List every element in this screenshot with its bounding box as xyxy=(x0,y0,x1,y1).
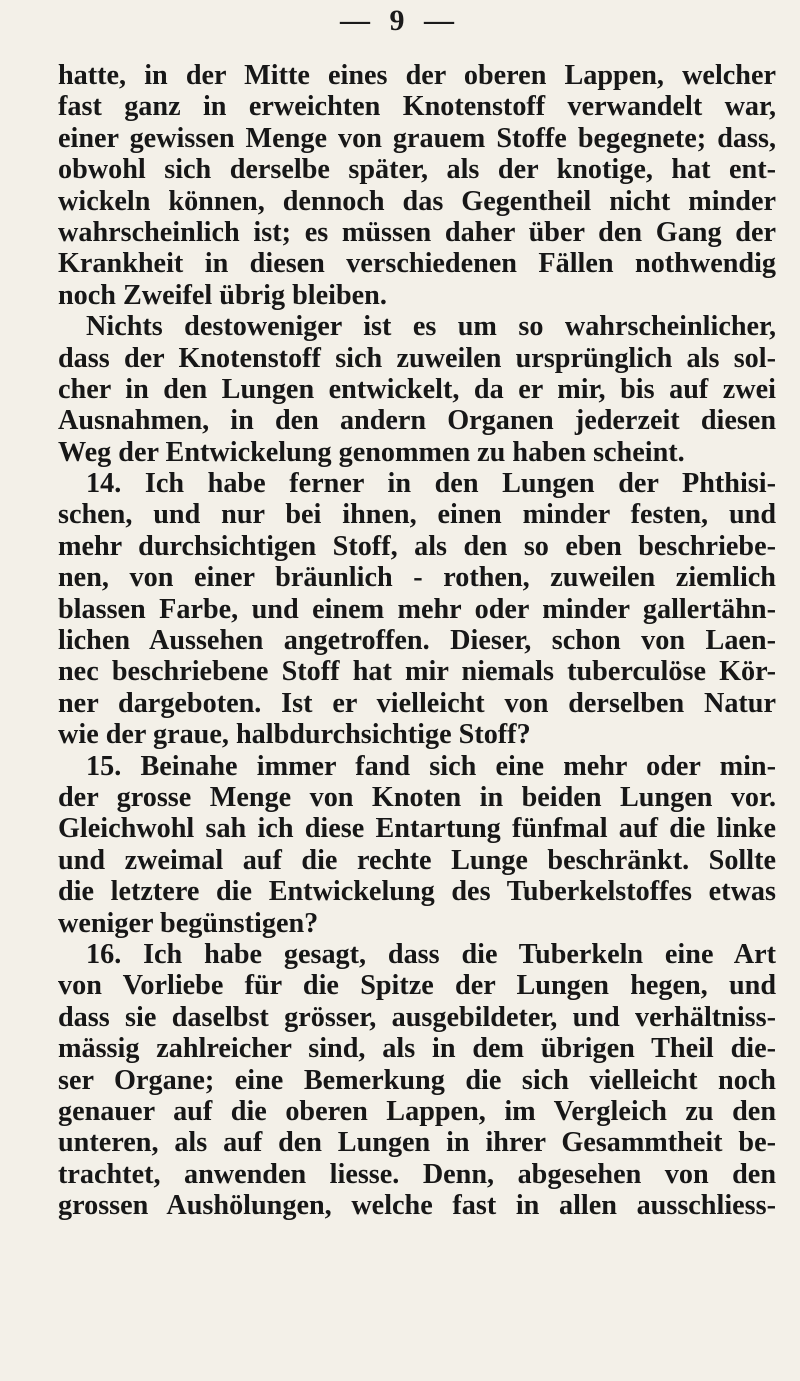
text-line: Nichts destoweniger ist es um so wahrscheinlicher, xyxy=(86,311,776,343)
text-line: 14. Ich habe ferner in den Lungen der Phthisi- xyxy=(86,468,776,500)
text-line: weniger begünstigen? xyxy=(58,907,319,939)
text-line: Ausnahmen, in den andern Organen jederzeit diesen xyxy=(58,405,776,437)
text-line: ner dargeboten. Ist er vielleicht von derselben Natur xyxy=(58,687,776,719)
text-line: mehr durchsichtigen Stoff, als den so eben beschriebe- xyxy=(58,530,776,562)
text-line: obwohl sich derselbe später, als der knotige, hat ent- xyxy=(58,154,776,186)
text-line: nen, von einer bräunlich - rothen, zuweilen ziemlich xyxy=(58,562,776,594)
text-line: trachtet, anwenden liesse. Denn, abgesehen von den xyxy=(58,1158,776,1190)
text-line: von Vorliebe für die Spitze der Lungen hegen, und xyxy=(58,970,776,1002)
text-line: nec beschriebene Stoff hat mir niemals tuberculöse Kör- xyxy=(58,656,776,688)
text-line: ser Organe; eine Bemerkung die sich vielleicht noch xyxy=(58,1064,776,1096)
text-line: dass sie daselbst grösser, ausgebildeter, und verhältniss- xyxy=(58,1001,776,1033)
text-line: fast ganz in erweichten Knotenstoff verwandelt war, xyxy=(58,91,776,123)
text-line: dass der Knotenstoff sich zuweilen ursprünglich als sol- xyxy=(58,342,776,374)
text-line: Krankheit in diesen verschiedenen Fällen nothwendig xyxy=(58,248,776,280)
text-line: mässig zahlreicher sind, als in dem übrigen Theil die- xyxy=(58,1033,776,1065)
text-line: wie der graue, halbdurchsichtige Stoff? xyxy=(58,719,531,751)
text-line: cher in den Lungen entwickelt, da er mir, bis auf zwei xyxy=(58,373,776,405)
text-line: hatte, in der Mitte eines der oberen Lappen, welcher xyxy=(58,60,776,91)
text-line: wahrscheinlich ist; es müssen daher über den Gang der xyxy=(58,216,776,248)
body-text xyxy=(58,60,776,1221)
page-number: — 9 — xyxy=(340,4,460,37)
text-line: unteren, als auf den Lungen in ihrer Gesammtheit be- xyxy=(58,1127,776,1159)
text-line: 15. Beinahe immer fand sich eine mehr oder min- xyxy=(86,750,776,782)
text-line: Weg der Entwickelung genommen zu haben scheint. xyxy=(58,436,685,468)
text-line: einer gewissen Menge von grauem Stoffe begegnete; dass, xyxy=(58,122,776,154)
text-line: wickeln können, dennoch das Gegentheil nicht minder xyxy=(58,185,776,217)
text-line: noch Zweifel übrig bleiben. xyxy=(58,279,387,311)
text-line: grossen Aushölungen, welche fast in allen ausschliess- xyxy=(58,1190,776,1222)
text-line: lichen Aussehen angetroffen. Dieser, schon von Laen- xyxy=(58,625,776,657)
text-line: und zweimal auf die rechte Lunge beschränkt. Sollte xyxy=(58,844,776,876)
text-line: genauer auf die oberen Lappen, im Vergleich zu den xyxy=(58,1095,776,1127)
text-line: 16. Ich habe gesagt, dass die Tuberkeln eine Art xyxy=(86,938,776,970)
text-line: blassen Farbe, und einem mehr oder minder gallertähn- xyxy=(58,593,776,625)
text-line: die letztere die Entwickelung des Tuberkelstoffes etwas xyxy=(58,876,776,908)
text-line: der grosse Menge von Knoten in beiden Lungen vor. xyxy=(58,781,776,813)
text-line: Gleichwohl sah ich diese Entartung fünfmal auf die linke xyxy=(58,813,776,845)
text-line: schen, und nur bei ihnen, einen minder festen, und xyxy=(58,499,776,531)
